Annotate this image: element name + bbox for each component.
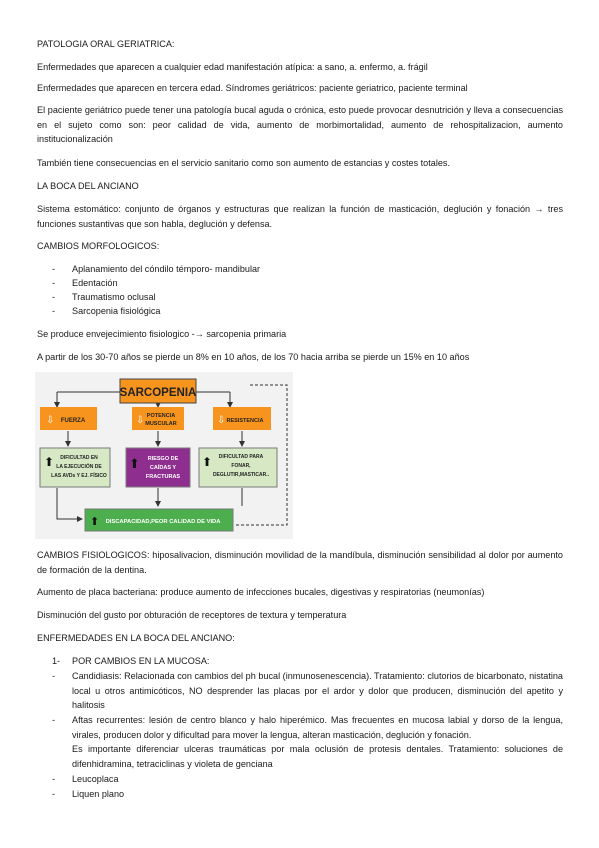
list-bullet: - — [52, 292, 56, 302]
riesgo-caidas-box — [126, 448, 190, 487]
svg-text:DIFICULTAD PARA: DIFICULTAD PARA — [218, 454, 264, 460]
paragraph-enfermedades-cualquier-edad: Enfermedades que aparecen a cualquier edad manifestación atípica: a sano, a. enfermo, a. frágil — [37, 62, 428, 72]
svg-text:CAÍDAS Y: CAÍDAS Y — [149, 465, 177, 471]
up-arrow-icon: ⬆ — [44, 455, 55, 469]
svg-text:RESISTENCIA: RESISTENCIA — [226, 418, 264, 424]
paragraph-enfermedades-tercera-edad: Enfermedades que aparecen en tercera edad. Síndromes geriátricos: paciente geriatrico, paciente terminal — [37, 83, 468, 93]
svg-text:DIFICULTAD EN: DIFICULTAD EN — [60, 455, 98, 461]
heading-boca-anciano: LA BOCA DEL ANCIANO — [37, 181, 139, 191]
paragraph-servicio-sanitario: También tiene consecuencias en el servicio sanitario como son aumento de estancias y costes totales. — [37, 158, 450, 168]
discapacidad-box — [85, 509, 233, 531]
dificultad-avds-box — [40, 448, 110, 487]
svg-text:LA EJECUCIÓN DE: LA EJECUCIÓN DE — [56, 464, 102, 470]
svg-text:FONAR,: FONAR, — [231, 463, 251, 469]
dificultad-fonar-box — [199, 448, 277, 487]
paragraph-sistema-estomatico: Sistema estomático: conjunto de órganos y estructuras que realizan la función de masticación, deglución y fonación → tres funciones sustantivas que son habla, deglución y defensa. — [37, 204, 563, 229]
heading-cambios-morfologicos: CAMBIOS MORFOLOGICOS: — [37, 241, 160, 251]
list-bullet: - — [52, 264, 56, 274]
svg-text:MUSCULAR: MUSCULAR — [145, 421, 177, 427]
paragraph-paciente-geriatrico: El paciente geriátrico puede tener una patología bucal aguda o crónica, esto puede provocar desnutrición y lleva a consecuencias en el sujeto como son: peor calidad de vida, aumento de morbimortalidad, aumento de rehospitalizacion, aumento institucionalización — [37, 105, 563, 144]
paragraph-perdida-porcentaje: A partir de los 30-70 años se pierde un 8% en 10 años, de los 70 hacia arriba se pierde un 15% en 10 años — [37, 352, 470, 362]
heading-enfermedades-boca: ENFERMEDADES EN LA BOCA DEL ANCIANO: — [37, 633, 235, 643]
list-bullet: - — [52, 789, 56, 799]
fuerza-box — [40, 407, 97, 430]
sarcopenia-diagram — [35, 372, 293, 539]
potencia-muscular-box — [132, 407, 184, 430]
document-title: PATOLOGIA ORAL GERIATRICA: — [37, 39, 175, 49]
paragraph-envejecimiento: Se produce envejecimiento fisiologico -→ sarcopenia primaria — [37, 329, 287, 339]
sarcopenia-box — [120, 379, 197, 403]
paragraph-cambios-fisiologicos: CAMBIOS FISIOLOGICOS: hiposalivacion, disminución movilidad de la mandíbula, disminución sensibilidad al dolor por aumento de formación de la dentina. — [37, 550, 563, 575]
svg-text:FUERZA: FUERZA — [60, 418, 86, 424]
list-bullet: - — [52, 671, 56, 681]
down-arrow-icon: ⇩ — [217, 415, 226, 426]
svg-text:POTENCIA: POTENCIA — [146, 413, 176, 419]
list-number: 1- — [52, 656, 61, 666]
svg-text:FRACTURAS: FRACTURAS — [145, 474, 181, 480]
up-arrow-icon: ⬆ — [202, 455, 213, 469]
list-bullet: - — [52, 306, 56, 316]
down-arrow-icon: ⇩ — [136, 415, 145, 426]
svg-text:LAS AVDs Y EJ. FÍSICO: LAS AVDs Y EJ. FÍSICO — [51, 473, 107, 479]
list-bullet: - — [52, 278, 56, 288]
resistencia-box — [213, 407, 271, 430]
down-arrow-icon: ⇩ — [46, 415, 55, 426]
svg-text:DISCAPACIDAD,PEOR CALIDAD DE V: DISCAPACIDAD,PEOR CALIDAD DE VIDA — [105, 519, 221, 525]
svg-text:DEGLUTIR,MASTICAR..: DEGLUTIR,MASTICAR.. — [212, 472, 270, 478]
list-bullet: - — [52, 715, 56, 725]
svg-text:SARCOPENIA: SARCOPENIA — [119, 387, 197, 399]
paragraph-disminucion-gusto: Disminución del gusto por obturación de receptores de textura y temperatura — [37, 610, 347, 620]
paragraph-placa-bacteriana: Aumento de placa bacteriana: produce aumento de infecciones bucales, digestivas y respiratorias (neumonías) — [37, 587, 485, 597]
up-arrow-icon: ⬆ — [129, 456, 140, 471]
list-bullet: - — [52, 774, 56, 784]
up-arrow-icon: ⬆ — [90, 516, 100, 528]
svg-text:RIESGO DE: RIESGO DE — [147, 456, 179, 462]
